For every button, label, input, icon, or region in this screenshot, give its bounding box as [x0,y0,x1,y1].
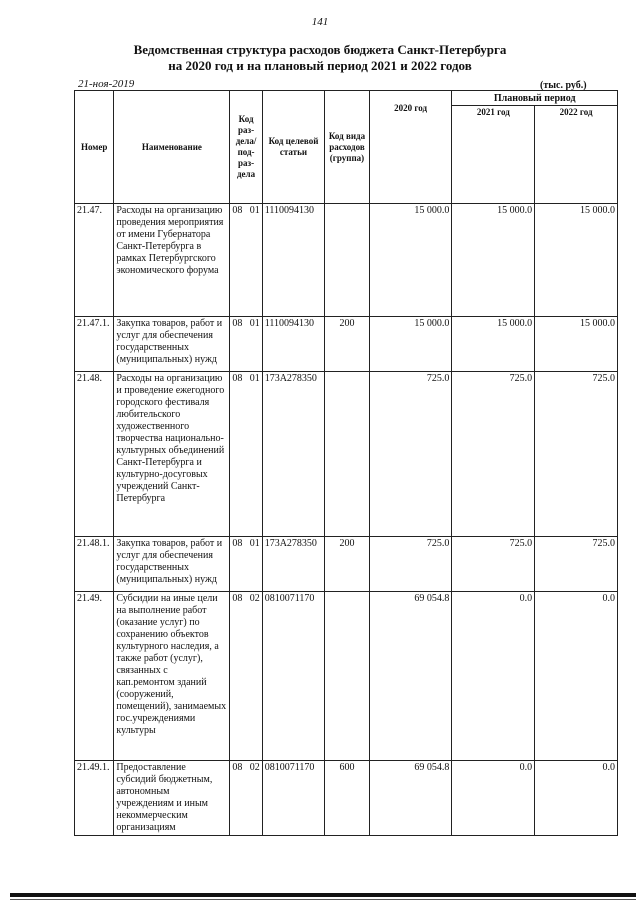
row-2020: 69 054.8 [369,761,452,836]
table-row [75,761,618,836]
row-2021: 0.0 [452,592,535,761]
row-name: Субсидии на иные цели на выполнение работ (оказание услуг) по сохранению объектов культурного наследия, а также работ (услуг), связанных с кап.ремонтом зданий (сооружений, помещений), занимаемых гос.учреждениями культуры [114,592,230,761]
row-podrazdel-code: 02 [249,762,260,773]
row-razdel [230,317,262,372]
row-razdel [230,204,262,317]
row-2020: 69 054.8 [369,592,452,761]
row-2021: 725.0 [452,537,535,592]
row-2022: 725.0 [535,537,618,592]
row-2020: 725.0 [369,372,452,537]
row-podrazdel-code: 01 [249,373,260,384]
row-name: Закупка товаров, работ и услуг для обеспечения государственных (муниципальных) нужд [114,317,230,372]
row-2022: 725.0 [535,372,618,537]
row-podrazdel-code: 02 [249,593,260,604]
row-2020: 725.0 [369,537,452,592]
row-number: 21.49.1. [75,761,114,836]
row-razdel-code: 08 [232,373,243,384]
table-row [75,372,618,537]
table-row [75,204,618,317]
header-number: Номер [75,91,114,204]
row-podrazdel-code: 01 [249,538,260,549]
row-2021: 725.0 [452,372,535,537]
page-number: 141 [311,16,329,28]
header-planned-period: Плановый период [452,91,618,106]
title-line-1: Ведомственная структура расходов бюджета Санкт-Петербурга [133,42,507,57]
row-2020: 15 000.0 [369,204,452,317]
row-kvr: 200 [325,537,369,592]
row-2022: 15 000.0 [535,317,618,372]
document-title [0,42,640,74]
row-kvr [325,204,369,317]
header-2020: 2020 год [369,91,452,204]
row-2022: 0.0 [535,592,618,761]
table-row [75,592,618,761]
row-number: 21.48.1. [75,537,114,592]
row-kcs: 1110094130 [262,317,325,372]
row-razdel [230,372,262,537]
row-kvr [325,592,369,761]
row-razdel [230,537,262,592]
row-razdel [230,761,262,836]
row-kvr: 600 [325,761,369,836]
row-name: Предоставление субсидий бюджетным, автономным учреждениям и иным некоммерческим организациям [114,761,230,836]
table-row [75,537,618,592]
row-number: 21.47.1. [75,317,114,372]
row-2021: 15 000.0 [452,204,535,317]
row-kcs: 1110094130 [262,204,325,317]
row-kcs: 0810071170 [262,592,325,761]
row-kvr [325,372,369,537]
row-name: Расходы на организацию проведения мероприятия от имени Губернатора Санкт-Петербурга в рамках Петербургского экономического форума [114,204,230,317]
bottom-border [10,893,636,897]
row-razdel [230,592,262,761]
header-kcs: Код целевой статьи [262,91,325,204]
row-2022: 0.0 [535,761,618,836]
row-razdel-code: 08 [232,762,243,773]
row-razdel-code: 08 [232,538,243,549]
row-kcs: 0810071170 [262,761,325,836]
row-kvr: 200 [325,317,369,372]
row-name: Закупка товаров, работ и услуг для обеспечения государственных (муниципальных) нужд [114,537,230,592]
table-body [75,204,618,836]
document-date: 21-ноя-2019 [78,78,135,90]
bottom-border-thin [10,899,636,900]
units-label: (тыс. руб.) [540,80,587,91]
row-kcs: 173А278350 [262,537,325,592]
row-number: 21.47. [75,204,114,317]
table-row [75,317,618,372]
row-number: 21.49. [75,592,114,761]
row-podrazdel-code: 01 [249,205,260,216]
row-name: Расходы на организацию и проведение ежегодного городского фестиваля любительского художественного творчества национально-культурных объединений Санкт-Петербурга и культурно-досуговых учреждений Санкт-Петербурга [114,372,230,537]
row-razdel-code: 08 [232,318,243,329]
header-name: Наименование [114,91,230,204]
row-2021: 0.0 [452,761,535,836]
row-podrazdel-code: 01 [249,318,260,329]
row-2021: 15 000.0 [452,317,535,372]
header-row [75,91,618,106]
row-razdel-code: 08 [232,593,243,604]
row-2022: 15 000.0 [535,204,618,317]
row-number: 21.48. [75,372,114,537]
row-kcs: 173А278350 [262,372,325,537]
row-2020: 15 000.0 [369,317,452,372]
header-2022: 2022 год [535,106,618,204]
header-razdel: Код раз- дела/ под- раз- дела [230,91,262,204]
header-kvr: Код вида расходов (группа) [325,91,369,204]
row-razdel-code: 08 [232,205,243,216]
title-line-2: на 2020 год и на плановый период 2021 и 2022 годов [168,58,472,73]
budget-table [74,90,618,836]
header-2021: 2021 год [452,106,535,204]
